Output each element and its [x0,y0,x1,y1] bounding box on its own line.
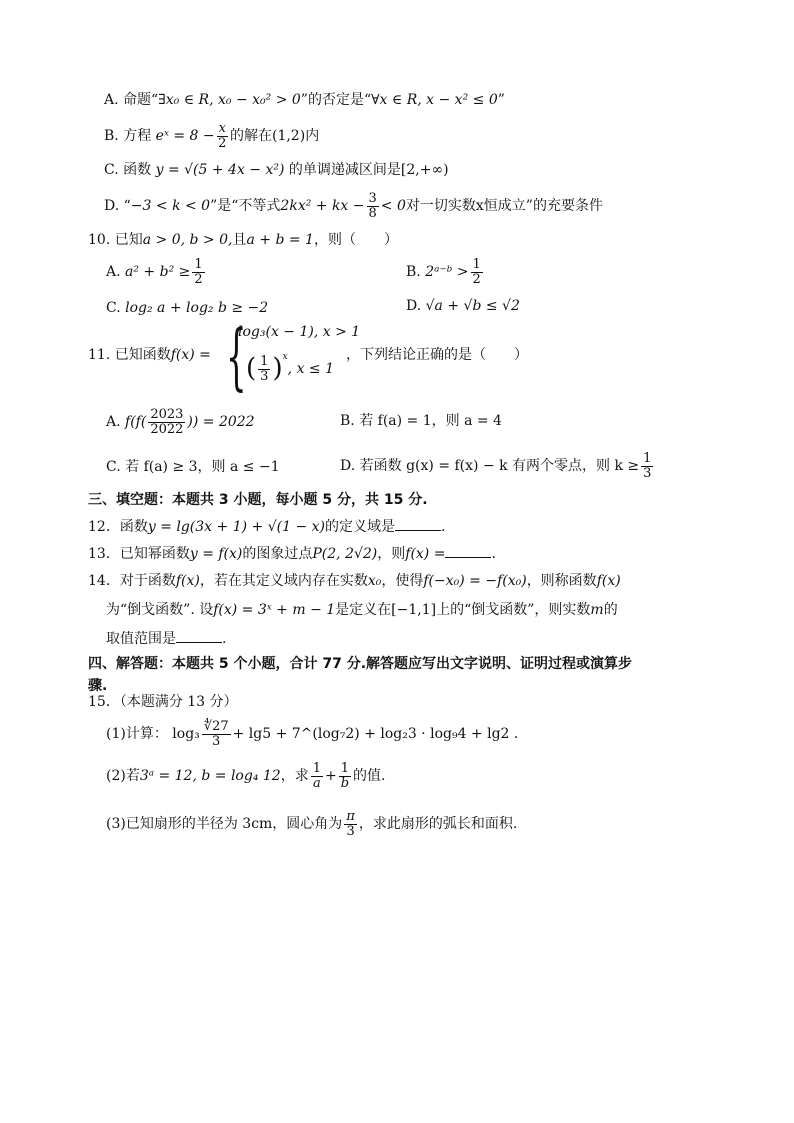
q10-a-den: 2 [194,271,203,287]
q11-option-c [106,459,280,476]
q11-stem-text: 11. 已知函数 [88,347,171,363]
q15-header-text: 15．（本题满分 13 分） [88,694,238,710]
q9-d-label: D. “ [104,198,131,215]
q10-d-expr: √a + √b ≤ √2 [425,298,520,314]
q9-b-label: B. 方程 [104,128,152,145]
q13-expr: y = f(x) [189,546,243,562]
q15-p2-den-b: b [340,775,350,791]
q11-d-den: 3 [643,465,652,481]
q15-p2-label: (2)若 [106,768,140,785]
q14-line1-x0: x₀ [367,573,382,589]
q11-a-fraction [148,408,185,436]
q11-case2-tail: , x ≤ 1 [287,361,335,377]
q9-c-label: C. 函数 [104,162,152,178]
q11-option-b [340,413,502,430]
q10-cond: a > 0, b > 0, [142,232,233,248]
q10-a-fraction [192,258,204,286]
q14-line1-mid: ，若在其定义域内存在实数 [199,573,368,589]
q14-line1-eq: f(−x₀) = −f(x₀) [423,573,527,589]
q9-d-mid: ”是“不等式 [210,198,281,215]
q10-a-label: A. [106,264,121,281]
q14-line1-mid2: ，使得 [381,573,424,589]
q15-p1-log: log₃ [172,726,200,743]
q14-line2-pre: 为“倒戈函数”. 设 [106,602,214,618]
q11-case1 [238,324,360,341]
q10-stem-text2: 且 [232,232,247,248]
q10-stem [88,232,398,249]
q10-b-fraction [471,258,483,286]
section-3-title [88,492,428,509]
q9-a-mid: ”的否定是“ [300,92,372,108]
q11-case2-den: 3 [260,368,269,384]
q10-c-expr: log₂ a + log₂ b ≥ −2 [125,300,269,316]
q10-a-expr: a² + b² ≥ [125,264,191,281]
q14-line1-fx: f(x) [175,573,200,589]
q11-brace: { [226,314,247,398]
q9-a-label: A. 命题“ [104,92,159,108]
q15-p3-fraction [344,810,357,838]
q11-case2-exp: x [282,352,288,362]
q10-stem-text: 10. 已知 [88,232,143,248]
q15-p3-num: π [346,809,355,824]
q13 [88,545,496,563]
section-4-title-line2: 骤. [88,678,108,694]
q11-case1-expr: log₃(x − 1), x > 1 [238,324,361,340]
q10-option-d [406,298,520,315]
q13-mid: 的图象过点 [242,546,313,562]
q10-stem-text3: ，则（ ） [313,232,398,248]
q12-pre: 12．函数 [88,519,148,535]
q14-line2-m: m [590,602,604,618]
q10-a-num: 1 [194,257,203,272]
q15-p2-end: 的值. [353,768,386,785]
q9-a-neg: ∀x ∈ R, x − x² ≤ 0 [371,92,498,108]
q14-line1-mid3: ，则称函数 [526,573,597,589]
q11-d-num: 1 [643,451,652,466]
q14-line2-post: 上的“倒戈函数”，则实数 [436,602,591,618]
q13-expr2: f(x) = [405,546,446,562]
q14-line2-expr: f(x) = 3ˣ + m − 1 [213,602,336,618]
q15-p3-den: 3 [346,823,355,839]
q14-answer-blank[interactable] [176,630,222,643]
q11-b-text: B. 若 f(a) = 1，则 a = 4 [340,413,502,429]
section-4-title-cont [88,678,107,695]
q9-option-d [104,192,603,220]
q9-a-expr: ∃x₀ ∈ R, x₀ − x₀² > 0 [158,92,301,108]
q13-pre: 13．已知幂函数 [88,546,190,562]
q10-option-a [106,258,207,286]
q11-a-label: A. [106,414,121,431]
q10-b-label: B. [406,264,421,281]
q9-option-b [104,122,319,150]
q14-line-1 [88,573,621,590]
q9-d-den: 8 [368,205,377,221]
q15-part-3 [106,810,517,838]
q15-p1-den: 3 [212,733,221,749]
q11-a-den: 2022 [150,421,184,437]
q9-b-interval: (1,2) [271,128,306,145]
q15-header [88,694,238,711]
q12-end: . [440,519,446,535]
q11-fx: f(x) = [170,347,211,363]
q10-b-den: 2 [472,271,481,287]
q15-p2-fraction-b [339,762,351,790]
q14-line3-pre: 取值范围是 [106,631,176,647]
q13-end: . [491,546,496,562]
q11-a-num: 2023 [150,407,184,422]
q10-cond2: a + b = 1 [246,232,314,248]
q12-post: 的定义域是 [324,519,395,535]
q11-stem-end [346,347,528,364]
q11-a-post: )) = 2022 [187,414,255,431]
q15-p3-pre: (3)已知扇形的半径为 3cm，圆心角为 [106,816,343,833]
q14-line3-end: . [222,631,227,647]
q15-p1-rest: + lg5 + 7^(log₇2) + log₂3 · log₉4 + lg2 . [232,726,519,743]
q15-p3-end: ，求此扇形的弧长和面积. [358,816,518,833]
q14-line1-fx2: f(x) [596,573,621,589]
q11-d-text: D. 若函数 g(x) = f(x) − k 有两个零点，则 k ≥ [340,458,640,475]
q13-point: P(2, 2√2) [312,546,378,562]
q15-part-2 [106,762,385,790]
q11-option-a [106,408,255,436]
q15-p1-num: ∜27 [203,719,229,734]
q15-p2-fraction-a [311,762,323,790]
q14-line-2 [106,602,618,619]
q9-b-num: x [218,121,226,136]
q9-b-den: 2 [218,135,227,151]
q9-b-mid: 的解在 [229,128,272,145]
q10-b-expr: 2ᵃ⁻ᵇ > [425,264,469,281]
q9-b-expr: eˣ = 8 − [155,128,215,145]
q15-part-1 [106,720,518,748]
q13-answer-blank[interactable] [445,545,491,558]
q10-b-num: 1 [472,257,481,272]
q10-c-label: C. [106,300,121,316]
q15-p1-label: (1)计算： [106,726,168,743]
q12-expr: y = lg(3x + 1) + √(1 − x) [147,519,325,535]
q14-line2-interval: [−1,1] [391,602,437,618]
q15-p2-num-a: 1 [312,761,321,776]
q14-line2-mid: 是定义在 [335,602,392,618]
q15-p2-cond: 3ᵃ = 12, b = log₄ 12 [139,768,281,785]
q11-stem [88,347,211,364]
q15-p2-num-b: 1 [340,761,349,776]
q15-p2-den-a: a [312,775,321,791]
q9-d-ineq-right: < 0 [380,198,406,215]
q13-mid2: ，则 [377,546,406,562]
q9-c-mid: 的单调递减区间是 [288,162,401,178]
q12 [88,518,445,536]
q12-answer-blank[interactable] [395,518,441,531]
q15-p2-mid: ，求 [280,768,309,785]
q11-case2: ( $\frac{1}{3}$ )$^x$, x ≤ 1 [246,352,335,384]
q9-d-end: 对一切实数x恒成立”的充要条件 [405,198,603,215]
q11-option-d [340,452,655,480]
q14-line1-pre: 14．对于函数 [88,573,176,589]
q9-option-c [104,162,449,179]
q11-case2-num: 1 [260,353,269,369]
q9-option-a [104,92,505,109]
q9-d-range: −3 < k < 0 [130,198,211,215]
q9-d-num: 3 [368,191,377,206]
q14-line2-end: 的 [603,602,618,618]
q9-c-interval: [2,+∞) [400,162,449,178]
q9-d-ineq: 2kx² + kx − [280,198,365,215]
q15-p2-plus: + [324,768,337,785]
q9-d-fraction [367,192,379,220]
q11-case2-fraction [258,355,270,383]
q11-c-text: C. 若 f(a) ≥ 3，则 a ≤ −1 [106,459,280,475]
q11-d-fraction [641,452,653,480]
q10-option-b [406,258,485,286]
q9-b-fraction [217,122,228,150]
q14-line-3 [106,630,226,648]
q11-stem-text2: ，下列结论正确的是（ ） [346,347,528,363]
q11-a-pre: f(f( [125,414,147,431]
q15-p1-fraction [202,720,231,748]
q9-a-end: ” [497,92,505,108]
section-4-title [88,656,632,673]
q9-b-end: 内 [305,128,320,145]
section-4-title-line1: 四、解答题：本题共 5 个小题，合计 77 分.解答题应写出文字说明、证明过程或演算步 [88,656,633,672]
q9-c-expr: y = √(5 + 4x − x²) [155,162,285,178]
q10-d-label: D. [406,298,422,314]
section-3-title-text: 三、填空题：本题共 3 小题，每小题 5 分，共 15 分. [88,492,428,508]
